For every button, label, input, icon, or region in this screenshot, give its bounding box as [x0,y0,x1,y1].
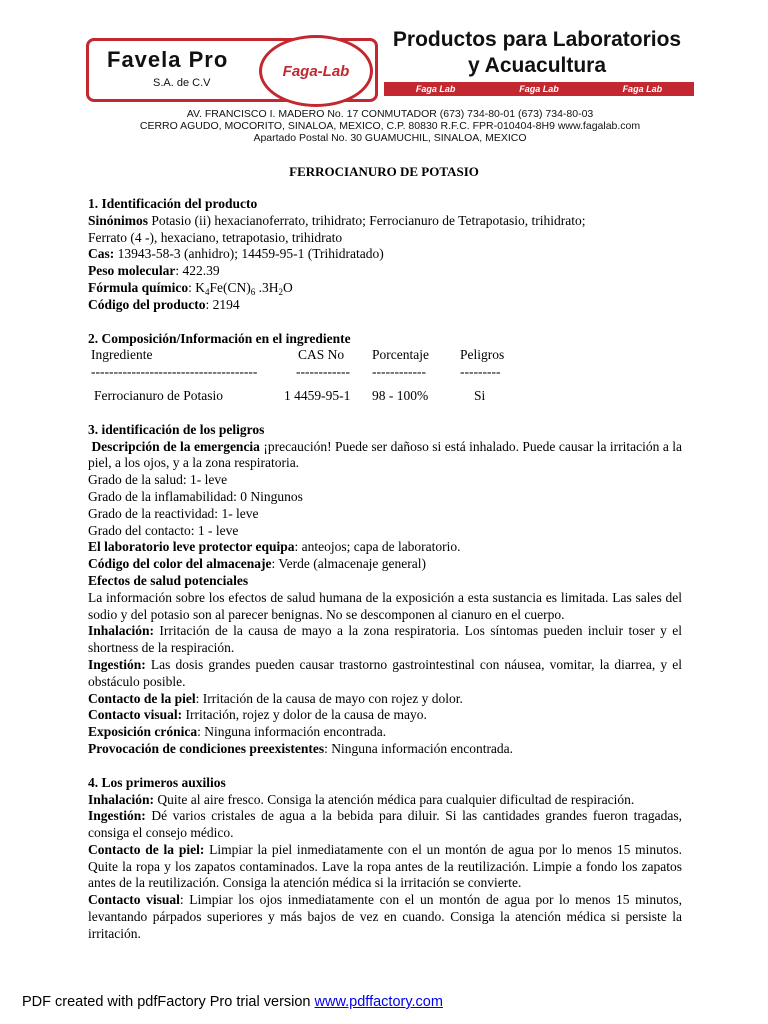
field-label: Inhalación: [88,623,155,639]
formula-part: O [283,279,293,295]
footer-text: PDF created with pdfFactory Pro trial version [22,994,315,1010]
grade-line: Grado del contacto: 1 - leve [88,522,239,538]
field-label: Sinónimos [88,212,149,228]
field-label: Fórmula químico [88,279,189,295]
field-value: 13943-58-3 (anhidro); 14459-95-1 (Trihidratado) [114,246,384,262]
table-header: CAS No [298,347,345,363]
grade-line: Grado de la salud: 1- leve [88,472,228,488]
field-label: Inhalación: [88,791,155,807]
field-label: Código del producto [88,296,206,312]
field-value: Quite al aire fresco. Consiga la atención médica para cualquier dificultad de respiración. [154,791,635,807]
table-cell: Ferrocianuro de Potasio [94,387,223,403]
subsection-heading: Efectos de salud potenciales [88,572,249,588]
band-label: Faga Lab [622,84,663,94]
table-header: Porcentaje [372,347,429,363]
field-label: Contacto visual [88,892,180,908]
field-value: : Limpiar los ojos inmediatamente con el un montón de agua por lo menos 15 minutos, levantando párpados superiores y más bajos de vez en cuando. Consiga la atención médica si persiste la irritación. [88,892,682,941]
brand-oval-logo [259,35,373,107]
paragraph: La información sobre los efectos de salud humana de la exposición a esta sustancia es limitada. Las sales del sodio y del potasio son al parecer benignas. No se descomponen al cianuro en el cuerpo. [88,589,682,622]
field-label: Contacto visual: [88,707,183,723]
section-heading: 3. identificación de los peligros [88,421,265,437]
chemical-formula [88,280,682,297]
table-divider: --------- [460,364,501,380]
field-value: : anteojos; capa de laboratorio. [294,539,461,555]
field-label: El laboratorio leve protector equipa [88,539,295,555]
formula-part: Fe(CN) [209,279,251,295]
grade-line: Grado de la reactividad: 1- leve [88,505,259,521]
field-label: Código del color del almacenaje [88,556,272,572]
header-title-line1: Productos para Laboratorios [392,28,682,51]
section-heading: 1. Identificación del producto [88,196,258,211]
logo-company-name: Favela Pro [107,47,229,72]
brand-name: Faga-Lab [282,62,350,80]
formula-part: : K [188,279,205,295]
formula-subscript: 4 [205,286,210,297]
address-line-1: AV. FRANCISCO I. MADERO No. 17 CONMUTADOR (673) 734-80-01 (673) 734-80-03 [186,108,594,120]
field-value: Irritación de la causa de mayo a la zona respiratoria. Los síntomas pueden incluir toser y el shortness de la respiración. [88,623,682,656]
table-header: Peligros [460,347,505,363]
field-label: Contacto de la piel [88,690,196,706]
field-value: : 422.39 [175,263,220,279]
field-value: : 2194 [205,296,240,312]
field-label: Provocación de condiciones preexistentes [88,740,325,756]
table-cell: 98 - 100% [372,387,429,403]
field-label: Contacto de la piel: [88,841,205,857]
table-divider: ------------ [296,364,350,380]
section-heading: 2. Composición/Información en el ingrediente [88,330,351,346]
field-value: Limpiar la piel inmediatamente con el un montón de agua por lo menos 15 minutos. Quite la ropa y los zapatos contaminados. Lave la ropa antes de la reutilización. Limpie a fondo los zapatos antes de la reutilización. Consiga la atención médica si la irritación se convierte. [88,841,682,891]
formula-subscript: 6 [250,286,256,297]
field-label: Ingestión: [88,808,146,824]
pdf-footer [22,994,443,1010]
field-label: Exposición crónica [88,724,198,740]
band-label: Faga Lab [519,84,559,94]
formula-part: .3H [255,279,279,295]
address-line-3: Apartado Postal No. 30 GUAMUCHIL, SINALOA, MEXICO [253,132,527,144]
field-label: Peso molecular [88,263,176,279]
field-value-continued: Ferrato (4 -), hexaciano, tetrapotasio, trihidrato [88,229,343,245]
field-value: ¡precaución! Puede ser dañoso si está inhalado. Puede causar la irritación a la piel, a los ojos, y a la zona respiratoria. [88,438,683,471]
table-header: Ingrediente [91,347,153,363]
field-value: : Ninguna información encontrada. [197,724,387,740]
field-value: Dé varios cristales de agua a la bebida para diluir. Si las cantidades grandes fueron tragadas, consiga el consejo médico. [88,808,682,841]
table-row [88,388,682,405]
field-value: Las dosis grandes pueden causar trastorno gastrointestinal con náusea, vomitar, la diarrea, y el obstáculo posible. [88,656,682,689]
field-label: Descripción de la emergencia [91,438,260,454]
field-value: Potasio (ii) hexacianoferrato, trihidrato; Ferrocianuro de Tetrapotasio, trihidrato; [148,212,586,228]
field-label: Ingestión: [88,656,146,672]
logo-company-suffix: S.A. de C.V [153,77,211,89]
header-title-line2: y Acuacultura [467,54,607,77]
table-divider: ------------------------------------- [91,364,258,380]
field-value: : Irritación de la causa de mayo con rojez y dolor. [195,690,463,706]
company-logo [86,38,378,102]
brand-band [384,82,694,96]
table-cell: 1 4459-95-1 [284,387,351,403]
document-body [88,196,682,943]
band-label: Faga Lab [415,84,456,94]
ingredient-table [88,347,682,381]
grade-line: Grado de la inflamabilidad: 0 Ningunos [88,488,303,504]
footer-link[interactable]: www.pdffactory.com [314,994,443,1010]
field-label: Cas: [88,246,115,262]
table-cell: Si [474,387,486,403]
section-heading: 4. Los primeros auxilios [88,774,226,790]
address-line-2: CERRO AGUDO, MOCORITO, SINALOA, MEXICO, C.P. 80830 R.F.C. FPR-010404-8H9 www.fagalab.com [139,120,641,132]
field-value: : Verde (almacenaje general) [271,556,427,572]
formula-subscript: 2 [278,286,283,297]
field-value: Irritación, rojez y dolor de la causa de mayo. [182,707,427,723]
table-divider: ------------ [372,364,426,380]
document-title: FERROCIANURO DE POTASIO [289,164,479,179]
field-value: : Ninguna información encontrada. [324,740,514,756]
